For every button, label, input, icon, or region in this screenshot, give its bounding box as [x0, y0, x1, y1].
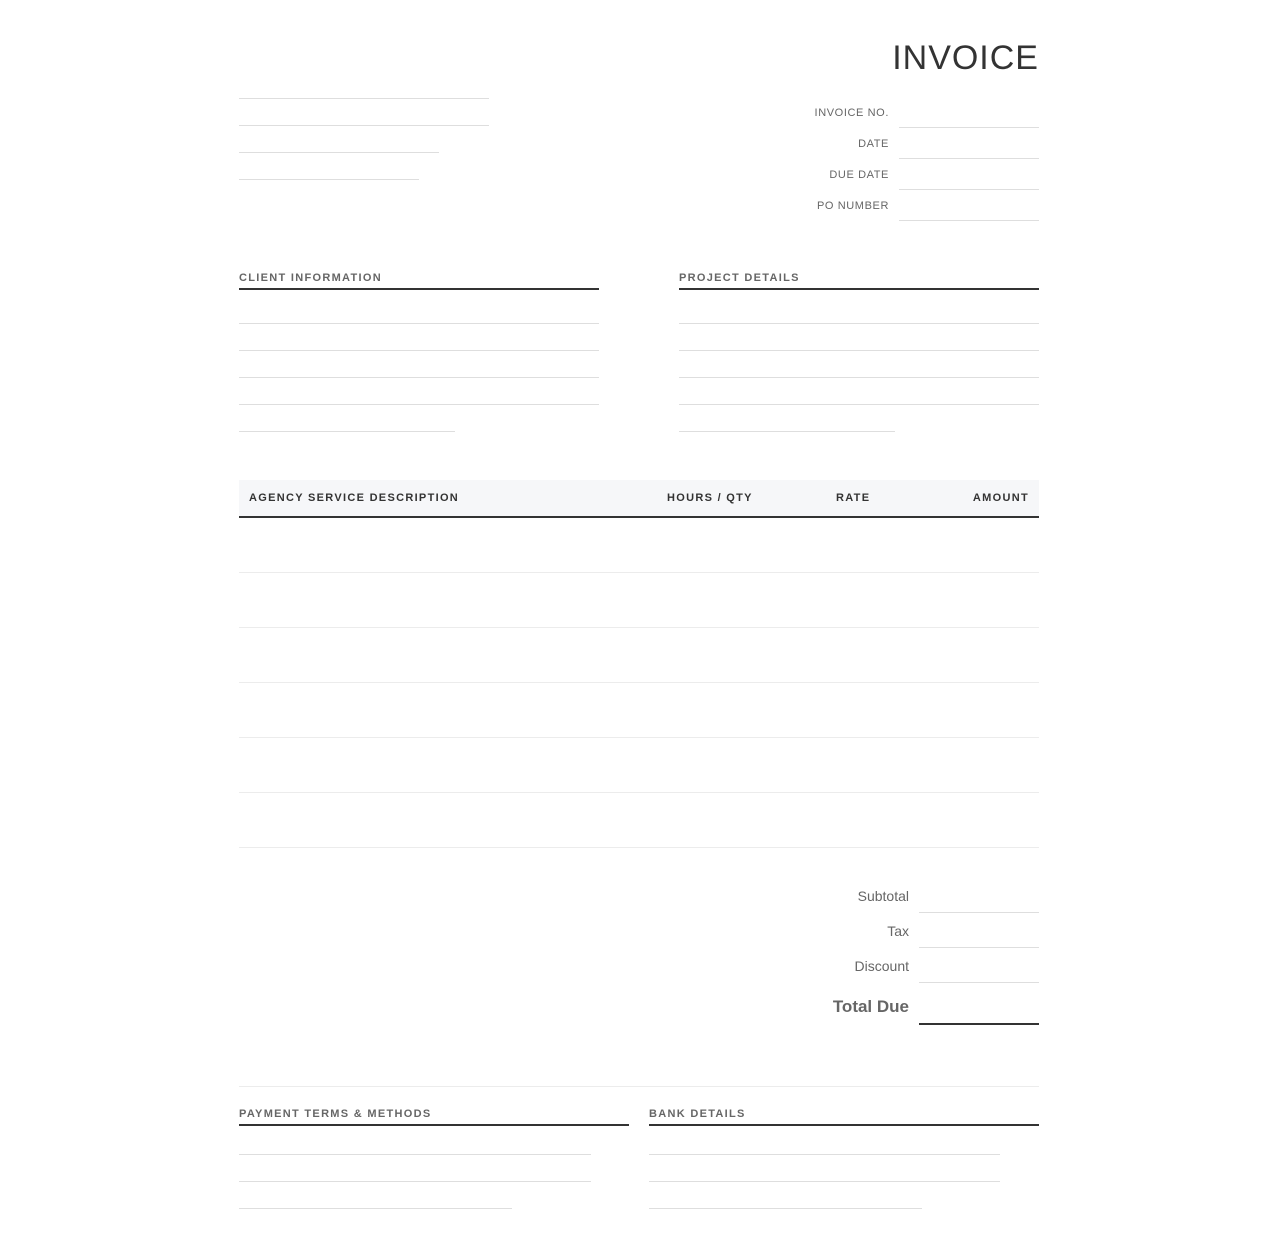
project-line[interactable]	[679, 377, 1039, 378]
client-line[interactable]	[239, 404, 599, 405]
table-row[interactable]	[239, 737, 1039, 738]
bank-line[interactable]	[649, 1181, 1000, 1182]
bank-details-rule	[649, 1124, 1039, 1126]
sender-line[interactable]	[239, 98, 489, 99]
client-line[interactable]	[239, 431, 455, 432]
invoice-no-label: INVOICE NO.	[814, 107, 889, 119]
total-due-field[interactable]	[919, 1023, 1039, 1025]
client-info-heading: CLIENT INFORMATION	[239, 272, 382, 284]
project-details-rule	[679, 288, 1039, 290]
date-field[interactable]	[899, 158, 1039, 159]
project-line[interactable]	[679, 404, 1039, 405]
payment-line[interactable]	[239, 1154, 591, 1155]
subtotal-label: Subtotal	[857, 888, 909, 904]
invoice-no-field[interactable]	[899, 127, 1039, 128]
payment-terms-heading: PAYMENT TERMS & METHODS	[239, 1108, 432, 1120]
column-hours-qty: HOURS / QTY	[667, 492, 753, 504]
bank-details-heading: BANK DETAILS	[649, 1108, 746, 1120]
po-number-label: PO NUMBER	[816, 200, 889, 212]
services-table-header	[239, 480, 1039, 518]
payment-line[interactable]	[239, 1208, 512, 1209]
discount-field[interactable]	[919, 982, 1039, 983]
invoice-title: INVOICE	[892, 39, 1039, 77]
column-description: AGENCY SERVICE DESCRIPTION	[249, 492, 460, 504]
table-row[interactable]	[239, 847, 1039, 848]
payment-terms-rule	[239, 1124, 629, 1126]
bank-line[interactable]	[649, 1208, 922, 1209]
client-line[interactable]	[239, 377, 599, 378]
tax-field[interactable]	[919, 947, 1039, 948]
discount-label: Discount	[854, 958, 909, 974]
column-rate: RATE	[836, 492, 871, 504]
client-info-rule	[239, 288, 599, 290]
due-date-label: DUE DATE	[829, 169, 889, 181]
table-row[interactable]	[239, 792, 1039, 793]
project-line[interactable]	[679, 323, 1039, 324]
po-number-field[interactable]	[899, 220, 1039, 221]
sender-line[interactable]	[239, 125, 489, 126]
subtotal-field[interactable]	[919, 912, 1039, 913]
project-line[interactable]	[679, 431, 895, 432]
table-row[interactable]	[239, 627, 1039, 628]
tax-label: Tax	[887, 923, 909, 939]
project-details-heading: PROJECT DETAILS	[679, 272, 800, 284]
sender-line[interactable]	[239, 152, 439, 153]
client-line[interactable]	[239, 350, 599, 351]
table-row[interactable]	[239, 682, 1039, 683]
client-line[interactable]	[239, 323, 599, 324]
total-due-label: Total Due	[832, 997, 909, 1016]
bank-line[interactable]	[649, 1154, 1000, 1155]
payment-line[interactable]	[239, 1181, 591, 1182]
footer-divider	[239, 1086, 1039, 1087]
project-line[interactable]	[679, 350, 1039, 351]
sender-line[interactable]	[239, 179, 419, 180]
column-amount: AMOUNT	[972, 492, 1029, 504]
date-label: DATE	[858, 138, 889, 150]
table-row[interactable]	[239, 572, 1039, 573]
due-date-field[interactable]	[899, 189, 1039, 190]
